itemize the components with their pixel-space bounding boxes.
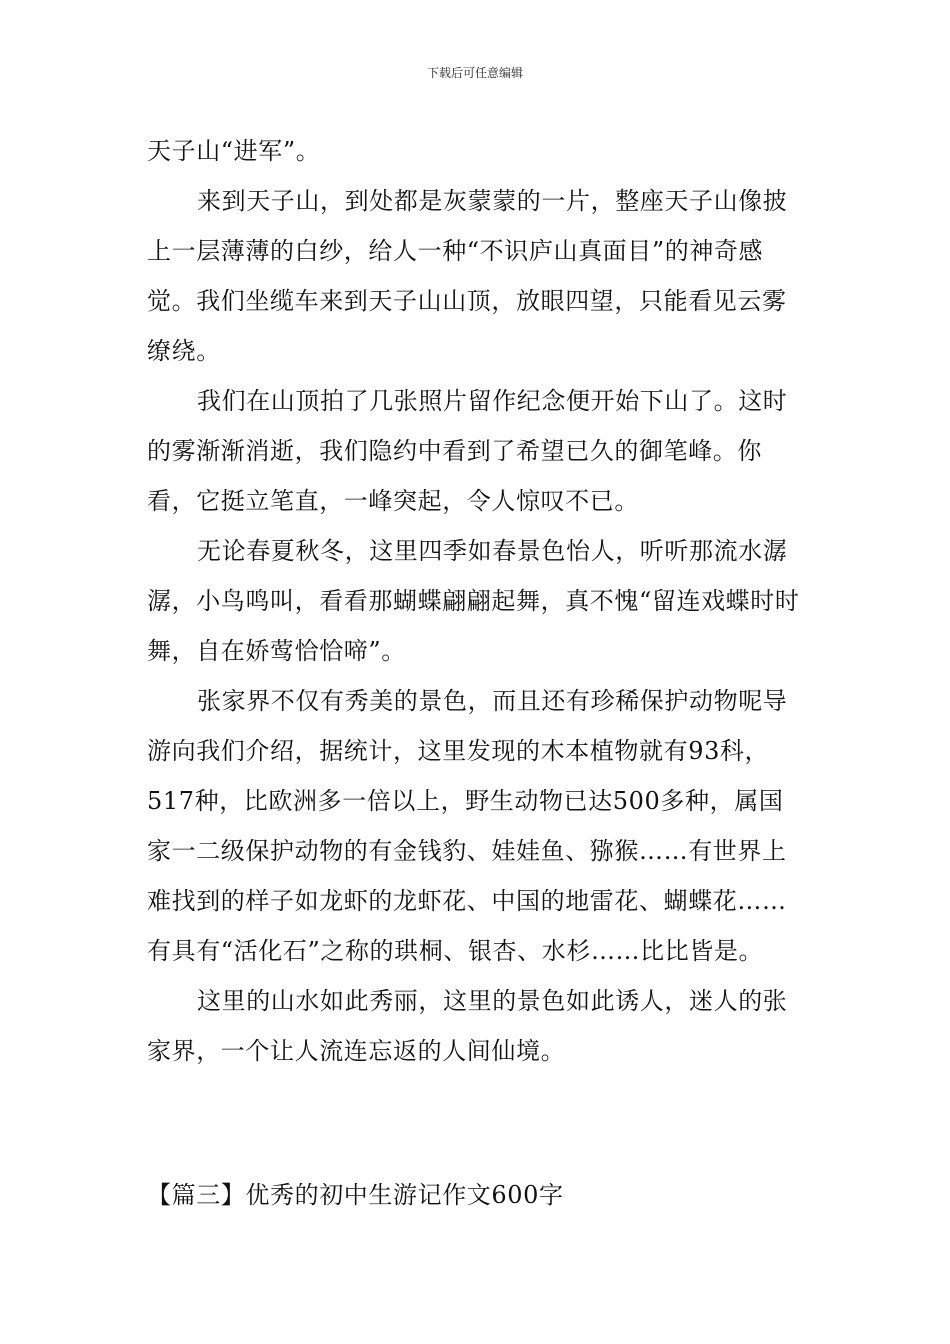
paragraph: 无论春夏秋冬，这里四季如春景色怡人，听听那流水潺潺，小鸟鸣叫，看看那蝴蝶翩翩起舞，真不愧“留连戏蝶时时舞，自在娇莺恰恰啼”。: [147, 537, 800, 665]
article-body: [147, 126, 807, 1076]
paragraph: 我们在山顶拍了几张照片留作纪念便开始下山了。这时的雾渐渐消逝，我们隐约中看到了希望已久的御笔峰。你看，它挺立笔直，一峰突起，令人惊叹不已。: [147, 387, 788, 515]
paragraph: 来到天子山，到处都是灰蒙蒙的一片，整座天子山像披上一层薄薄的白纱，给人一种“不识庐山真面目”的神奇感觉。我们坐缆车来到天子山山顶，放眼四望，只能看见云雾缭绕。: [147, 187, 788, 365]
page-header-note: 下载后可任意编辑: [426, 66, 523, 80]
section-heading: 【篇三】优秀的初中生游记作文600字: [147, 1181, 564, 1209]
paragraph: 这里的山水如此秀丽，这里的景色如此诱人，迷人的张家界，一个让人流连忘返的人间仙境。: [147, 987, 788, 1065]
paragraph: 张家界不仅有秀美的景色，而且还有珍稀保护动物呢导游向我们介绍，据统计，这里发现的木本植物就有93科，517种，比欧洲多一倍以上，野生动物已达500多种，属国家一二级保护动物的有金钱豹、娃娃鱼、猕猴……有世界上难找到的样子如龙虾的龙虾花、中国的地雷花、蝴蝶花……有具有“活化石”之称的珙桐、银杏、水杉……比比皆是。: [147, 687, 788, 965]
paragraph-continuation: 天子山“进军”。: [147, 137, 321, 165]
